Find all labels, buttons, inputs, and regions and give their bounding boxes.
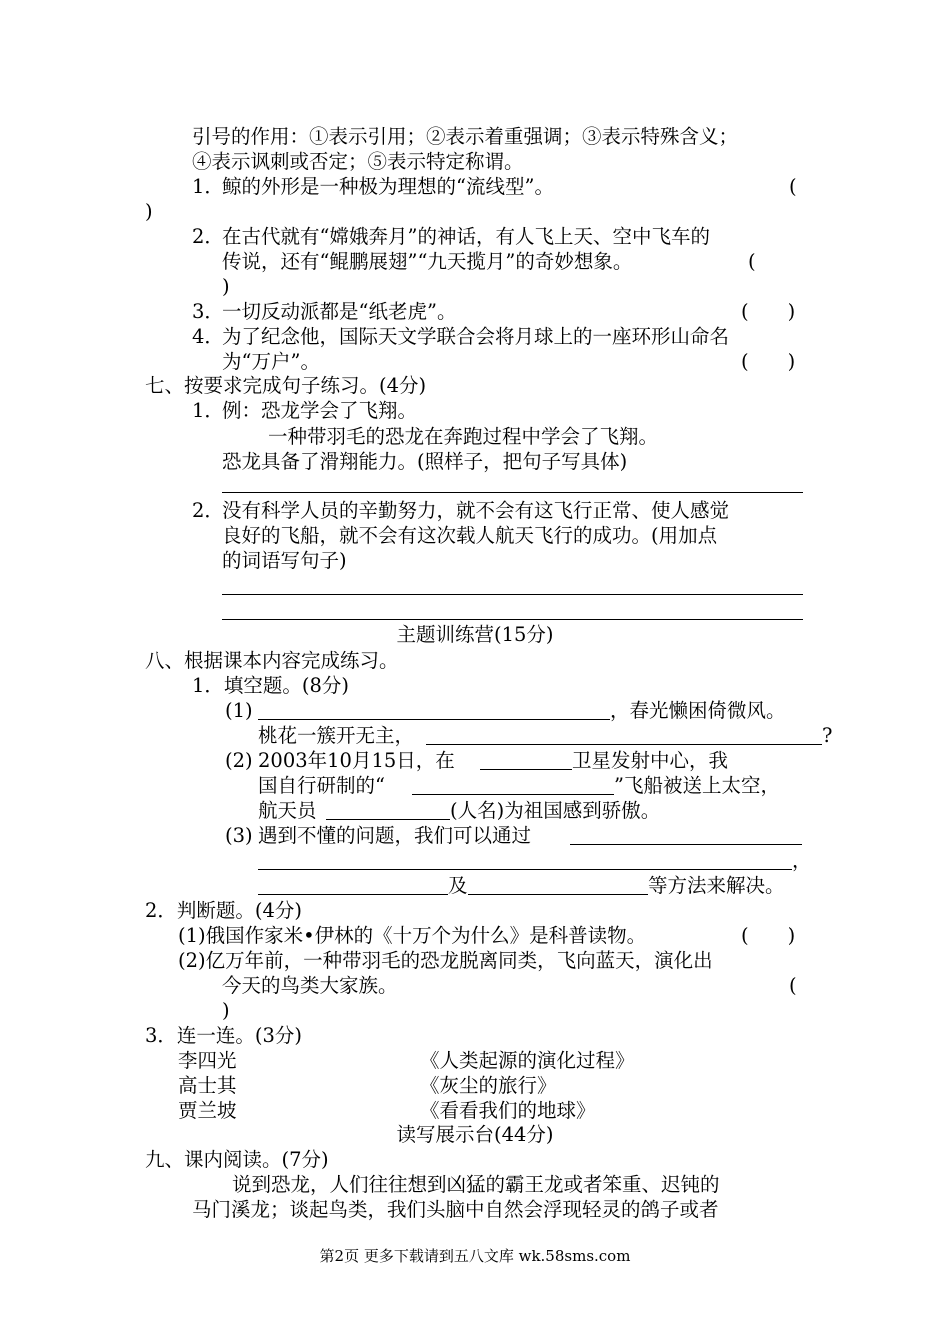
answer-paren-close[interactable]: ) bbox=[222, 999, 230, 1022]
section-heading: 读写展示台(44分) bbox=[396, 1123, 554, 1146]
fill-text: (人名)为祖国感到骄傲。 bbox=[450, 799, 661, 822]
fill-text: 2003年10月15日，在 bbox=[258, 749, 455, 772]
answer-paren[interactable]: ( ) bbox=[741, 924, 796, 947]
question-text: 没有科学人员的辛勤努力，就不会有这飞行正常、使人感觉 bbox=[222, 499, 730, 522]
item-text: 一切反动派都是“纸老虎”。 bbox=[222, 300, 457, 323]
fill-text: 卫星发射中心，我 bbox=[572, 749, 729, 772]
reading-paragraph-line: 说到恐龙，人们往往想到凶猛的霸王龙或者笨重、迟钝的 bbox=[232, 1173, 720, 1196]
fill-blank[interactable] bbox=[426, 724, 822, 745]
match-right-item[interactable]: 《灰尘的旅行》 bbox=[420, 1074, 557, 1097]
answer-paren[interactable]: ( ) bbox=[741, 350, 796, 373]
answer-paren-close[interactable]: ) bbox=[222, 275, 230, 298]
example-sentence-expanded: 一种带羽毛的恐龙在奔跑过程中学会了飞翔。 bbox=[268, 425, 659, 448]
item-number: 1． bbox=[192, 175, 224, 198]
question-text: 良好的飞船，就不会有这次载人航天飞行的成功。(用加点 bbox=[222, 524, 718, 547]
question-number: 2． bbox=[192, 499, 224, 522]
fill-text: 等方法来解决。 bbox=[648, 874, 785, 897]
fill-text: 航天员 bbox=[258, 799, 317, 822]
section-9-title: 九、课内阅读。(7分) bbox=[145, 1148, 329, 1171]
question-title: 2．判断题。(4分) bbox=[145, 899, 303, 922]
fill-text: 及 bbox=[448, 874, 468, 897]
fill-text: ”飞船被送上太空， bbox=[614, 774, 780, 797]
match-right-item[interactable]: 《看看我们的地球》 bbox=[420, 1099, 596, 1122]
fill-number: (1) bbox=[225, 699, 253, 722]
fill-number: (2) bbox=[225, 749, 253, 772]
item-text: 为了纪念他，国际天文学联合会将月球上的一座环形山命名 bbox=[222, 325, 730, 348]
reading-paragraph-line: 马门溪龙；谈起鸟类，我们头脑中自然会浮现轻灵的鸽子或者 bbox=[192, 1198, 719, 1221]
answer-line[interactable] bbox=[222, 492, 803, 493]
question-title: 1．填空题。(8分) bbox=[192, 674, 350, 697]
match-left-item[interactable]: 贾兰坡 bbox=[178, 1099, 237, 1122]
answer-paren-open[interactable]: ( bbox=[748, 250, 756, 273]
fill-blank[interactable] bbox=[258, 874, 448, 895]
match-left-item[interactable]: 高士其 bbox=[178, 1074, 237, 1097]
fill-blank[interactable] bbox=[258, 849, 792, 870]
fill-text: 桃花一簇开无主， bbox=[258, 724, 415, 747]
section-heading: 主题训练营(15分) bbox=[396, 623, 554, 646]
fill-blank[interactable] bbox=[326, 799, 450, 820]
question-text: 的词语写句子) bbox=[222, 549, 347, 572]
answer-line[interactable] bbox=[222, 619, 803, 620]
page-footer: 第2页 更多下载请到五八文库 wk.58sms.com bbox=[319, 1247, 631, 1265]
question-number: 1． bbox=[192, 399, 224, 422]
fill-text: 遇到不懂的问题，我们可以通过 bbox=[258, 824, 532, 847]
match-left-item[interactable]: 李四光 bbox=[178, 1049, 237, 1072]
fill-blank[interactable] bbox=[412, 774, 614, 795]
fill-blank[interactable] bbox=[258, 699, 610, 720]
fill-text: ? bbox=[822, 724, 833, 747]
match-right-item[interactable]: 《人类起源的演化过程》 bbox=[420, 1049, 635, 1072]
item-number: 4． bbox=[192, 325, 224, 348]
note-line-1: 引号的作用：①表示引用；②表示着重强调；③表示特殊含义； bbox=[192, 125, 739, 148]
judge-statement: (2)亿万年前，一种带羽毛的恐龙脱离同类，飞向蓝天，演化出 bbox=[178, 949, 713, 972]
judge-statement: 今天的鸟类大家族。 bbox=[222, 974, 398, 997]
answer-paren-close[interactable]: ) bbox=[145, 200, 153, 223]
item-number: 3． bbox=[192, 300, 224, 323]
answer-paren-open[interactable]: ( bbox=[789, 974, 797, 997]
item-text: 传说，还有“鲲鹏展翅”“九天揽月”的奇妙想象。 bbox=[222, 250, 633, 273]
item-text: 在古代就有“嫦娥奔月”的神话，有人飞上天、空中飞车的 bbox=[222, 225, 710, 248]
fill-number: (3) bbox=[225, 824, 253, 847]
note-line-2: ④表示讽刺或否定；⑤表示特定称谓。 bbox=[192, 150, 524, 173]
question-prompt: 恐龙具备了滑翔能力。(照样子，把句子写具体) bbox=[222, 450, 628, 473]
answer-line[interactable] bbox=[222, 594, 803, 595]
section-8-title: 八、根据课本内容完成练习。 bbox=[145, 649, 399, 672]
item-number: 2． bbox=[192, 225, 224, 248]
fill-text: 国自行研制的“ bbox=[258, 774, 385, 797]
fill-blank[interactable] bbox=[480, 749, 572, 770]
question-title: 3．连一连。(3分) bbox=[145, 1024, 303, 1047]
example-sentence: 例：恐龙学会了飞翔。 bbox=[222, 399, 418, 422]
item-text: 为“万户”。 bbox=[222, 350, 320, 373]
item-text: 鲸的外形是一种极为理想的“流线型”。 bbox=[222, 175, 554, 198]
section-7-title: 七、按要求完成句子练习。(4分) bbox=[145, 374, 427, 397]
fill-text: ，春光懒困倚微风。 bbox=[610, 699, 786, 722]
judge-statement: (1)俄国作家米•伊林的《十万个为什么》是科普读物。 bbox=[178, 924, 647, 947]
fill-blank[interactable] bbox=[570, 824, 802, 845]
answer-paren[interactable]: ( ) bbox=[741, 300, 796, 323]
fill-text: ， bbox=[792, 849, 812, 872]
fill-blank[interactable] bbox=[468, 874, 648, 895]
answer-paren-open[interactable]: ( bbox=[789, 175, 797, 198]
